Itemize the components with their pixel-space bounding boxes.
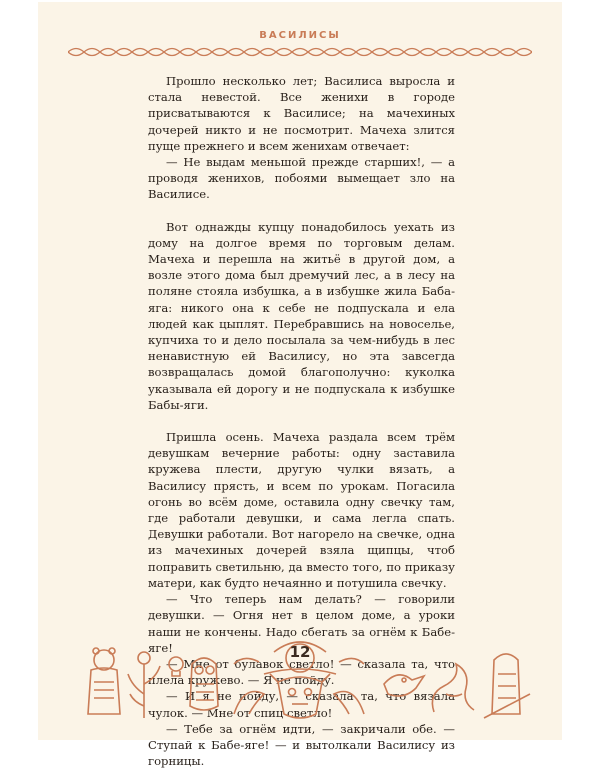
story-paragraph: Пришла осень. Мачеха раздала всем трём девушкам вечерние работы: одну заставила кружева плести, другую чулки вязать, а Василису прясть, и всем по урокам. Погасила огонь во всём доме, оставила одну свечку там, где работали девушки, и сама легла спать. Девушки работали. Вот нагорело на свечке, одна из мачехиных дочерей взяла щипцы, чтоб поправить светильню, да вместо того, по приказу матери, как будто нечаянно и потушила свечку.: [148, 430, 455, 590]
page-number: 12: [289, 643, 311, 661]
skull-icon: [169, 657, 183, 676]
flower-ornament-icon: [128, 652, 160, 718]
decorative-ornament-band: [68, 45, 532, 59]
story-paragraph: — Тебе за огнём идти, — закричали обе. — Ступай к Бабе-яге! — и вытолкали Василису из горницы.: [148, 721, 455, 769]
story-paragraph: — Не выдам меньшой прежде старших!, — а проводя женихов, побоями вымещает зло на Василисе.: [148, 155, 455, 202]
story-paragraph: Вот однажды купцу понадобилось уехать из дому на долгое время по торговым делам. Мачеха и перешла на житьё в другой дом, а возле этого дома был дремучий лес, а в лесу на поляне стояла избушка, а в избушке жила Баба-яга: никого она к себе не подпускала и ела людей как цыплят. Перебравшись на новоселье, купчиха то и дело посылала за чем-нибудь в лес ненавистную ей Василису, но эта завсегда возвращалась домой благополучно: куколка указывала ей дорогу и не подпускала к избушке Бабы-яги.: [148, 219, 455, 412]
owl-icon: [190, 658, 218, 710]
story-paragraph: Прошло несколько лет; Василиса выросла и стала невестой. Все женихи в городе присватываются к Василисе; на мачехиных дочерей никто и не посмотрит. Мачеха злится пуще прежнего и всем женихам отвечает:: [148, 74, 455, 153]
story-paragraph: — Что теперь нам делать? — говорили девушки. — Огня нет в целом доме, а уроки наши не кончены. Надо сбегать за огнём к Бабе-яге!: [148, 592, 455, 655]
witch-figure-icon: [484, 654, 530, 718]
story-paragraph: — Мне от булавок светло! — сказала та, что плела кружево. — Я не пойду.: [148, 656, 455, 688]
bird-icon: [384, 675, 424, 696]
mask-icon: [270, 674, 330, 718]
story-paragraph: — И я не пойду, — сказала та, что вязала чулок. — Мне от спиц светло!: [148, 689, 455, 720]
bear-icon: [88, 648, 120, 714]
book-page: [38, 2, 562, 769]
dragon-icon: [432, 664, 474, 712]
running-title: ВАСИЛИСЫ: [259, 30, 341, 41]
